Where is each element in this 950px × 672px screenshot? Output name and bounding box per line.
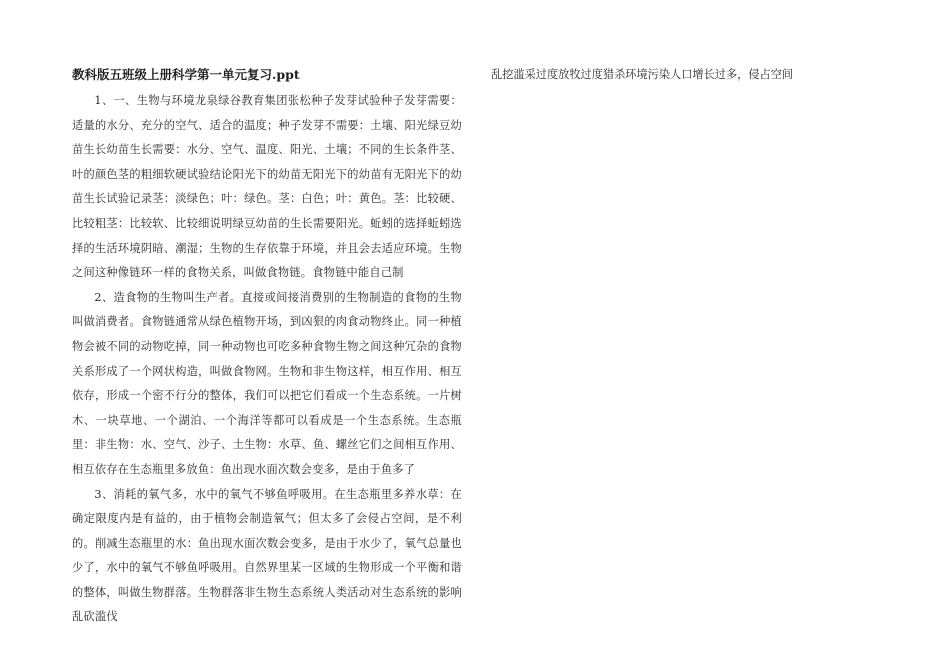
paragraph-2: 2、造食物的生物叫生产者。直接或间接消费别的生物制造的食物的生物叫做消费者。食物链通常从绿色植物开场，到凶狠的肉食动物终止。同一种植物会被不同的动物吃掉，同一种动物也可吃多种食物生物之间这种冗杂的食物关系形成了一个网状构造，叫做食物网。生物和非生物这样，相互作用、相互依存，形成一个密不行分的整体，我们可以把它们看成一个生态系统。一片树木、一块草地、一个湖泊、一个海洋等都可以看成是一个生态系统。生态瓶里：非生物：水、空气、沙子、土生物：水草、鱼、螺丝它们之间相互作用、相互依存在生态瓶里多放鱼：鱼出现水面次数会变多，是由于鱼多了 [72, 290, 462, 476]
paragraph-1: 1、一、生物与环境龙泉绿谷教育集团张松种子发芽试验种子发芽需要：适量的水分、充分的空气、适合的温度；种子发芽不需要：土壤、阳光绿豆幼苗生长幼苗生长需要：水分、空气、温度、阳光、土壤；不同的生长条件茎、叶的颜色茎的粗细软硬试验结论阳光下的幼苗无阳光下的幼苗有无阳光下的幼苗生长试验记录茎：淡绿色；叶：绿色。茎：白色；叶：黄色。茎：比较硬、比较粗茎：比较软、比较细说明绿豆幼苗的生长需要阳光。蚯蚓的选择蚯蚓选择的生活环境阴暗、潮湿；生物的生存依靠于环境，并且会去适应环境。生物之间这种像链环一样的食物关系，叫做食物链。食物链中能自己制 [72, 94, 462, 280]
right-column [491, 67, 891, 83]
document-title: 教科版五班级上册科学第一单元复习.ppt [72, 67, 300, 82]
paragraph-3: 3、消耗的氧气多，水中的氧气不够鱼呼吸用。在生态瓶里多养水草：在确定限度内是有益的，由于植物会制造氧气；但太多了会侵占空间，是不利的。削减生态瓶里的水：鱼出现水面次数会变多，是由于水少了，氧气总量也少了，水中的氧气不够鱼呼吸用。自然界里某一区域的生物形成一个平衡和谐的整体，叫做生物群落。生物群落非生物生态系统人类活动对生态系统的影响乱砍滥伐 [72, 487, 462, 624]
left-column [72, 67, 462, 630]
continuation-text: 乱挖滥采过度放牧过度猎杀环境污染人口增长过多，侵占空间 [491, 68, 794, 81]
